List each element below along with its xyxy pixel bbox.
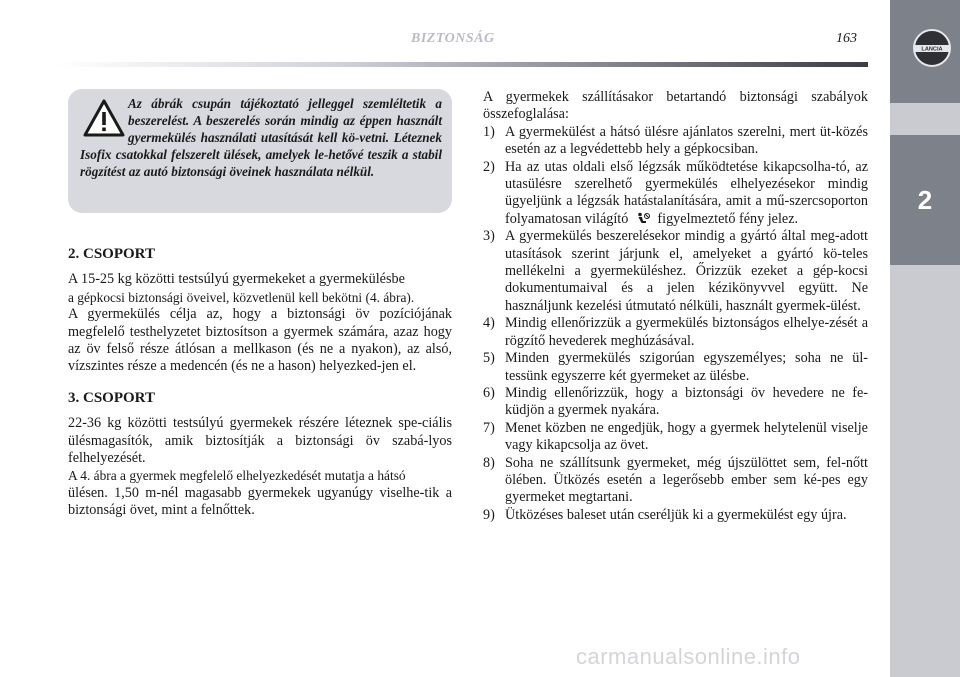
group2-paragraph-2: a gépkocsi biztonsági öveivel, közvetlenül kell bekötni (4. ábra). xyxy=(68,289,415,305)
list-item xyxy=(483,385,868,420)
group2-paragraph-1: A 15-25 kg közötti testsúlyú gyermekeket a gyermekülésbe xyxy=(68,271,405,288)
list-item xyxy=(483,420,868,455)
list-item xyxy=(483,507,868,524)
list-item-text: A gyermekülést a hátsó ülésre ajánlatos szerelni, mert üt-közés esetén az a legvédettebb hely a gépkocsiban. xyxy=(505,123,868,158)
list-item-text: Minden gyermekülés szigorúan egyszemélyes; soha ne ül-tessünk egyszerre két gyermeket az ülésbe. xyxy=(505,350,868,384)
header-rule xyxy=(56,62,868,67)
list-item-text-part-a: Ha az utas oldali első légzsák működtetése kikapcsolha-tó, az utasülésre szerelhető gyermekülés elhelyezésekor mindig ügyeljünk a légzsák hatástalanítására, amit a mű-szercsoporton folyamatosan világító xyxy=(505,158,868,227)
list-item-text: Mindig ellenőrizzük, hogy a biztonsági öv hevedere ne fe-küdjön a gyermek nyakára. xyxy=(505,384,868,419)
list-item-number: 5) xyxy=(483,350,495,367)
list-item-number: 7) xyxy=(483,419,495,436)
warning-text-block xyxy=(80,95,442,180)
warning-text: Az ábrák csupán tájékoztató jelleggel szemléltetik a beszerelést. A beszerelés során mindig az éppen használt gyermekülés használati utasítását kell kö-vetni. Léteznek Isofix csatokkal felszerelt ülések, amelyek le-hetővé teszik a stabil rögzítést az autó biztonsági öveinek használata nélkül. xyxy=(80,96,442,179)
list-item-number: 4) xyxy=(483,315,495,332)
group3-paragraph-1: 22-36 kg közötti testsúlyú gyermekek részére léteznek spe-ciális ülésmagasítók, amik biztosítják a biztonsági öv szabá-lyos felhelyezését. xyxy=(68,415,452,467)
group3-paragraph-3: ülésen. 1,50 m-nél magasabb gyermekek ugyanúgy viselhe-tik a biztonsági övet, mint a felnőttek. xyxy=(68,484,452,519)
left-column xyxy=(68,246,452,520)
list-item-text: Menet közben ne engedjük, hogy a gyermek helytelenül viselje vagy kikapcsolja az övet. xyxy=(505,419,868,454)
page-number: 163 xyxy=(836,31,857,46)
icon-spacer xyxy=(80,95,128,145)
list-item-number: 6) xyxy=(483,384,495,401)
right-column xyxy=(483,89,868,524)
list-item-text: A gyermekülés beszerelésekor mindig a gyártó által meg-adott utasítások szerint járjunk el, amelyeket a gyártó kö-teles mellékelni a gyermeküléshez. Őrizzük ezeket a gép-kocsi dokumentumaival és a jelen kézikönyvvel együtt. Ne használjunk kezelési útmutató nélküli, használt gyermek-ülést. xyxy=(505,228,868,314)
list-item-number: 1) xyxy=(483,123,495,140)
list-item-text xyxy=(505,159,868,229)
list-item xyxy=(483,315,868,350)
list-item xyxy=(483,455,868,507)
list-item-number: 9) xyxy=(483,506,495,523)
list-item-text: Mindig ellenőrizzük a gyermekülés biztonságos elhelye-zését a rögzítő hevederek meghúzásával. xyxy=(505,315,868,349)
page-header-title: BIZTONSÁG xyxy=(411,31,495,46)
list-item xyxy=(483,159,868,229)
group3-heading: 3. CSOPORT xyxy=(68,389,155,406)
watermark-text: carmanualsonline.info xyxy=(576,644,801,669)
svg-text:LANCIA: LANCIA xyxy=(921,46,943,53)
airbag-off-warning-icon xyxy=(636,212,650,225)
group2-paragraph-3: A gyermekülés célja az, hogy a biztonsági öv pozíciójának megfelelő testhelyzetet biztosítson a gyermek számára, azaz hogy az öv felső része átlósan a mellkason (és ne a nyakon), az alsó, vízszintes része a medencén (és ne a hason) helyezked-jen el. xyxy=(68,306,452,375)
lancia-logo-icon xyxy=(912,28,952,68)
list-item xyxy=(483,124,868,159)
list-item-number: 2) xyxy=(483,158,495,175)
chapter-sidebar xyxy=(890,0,960,677)
group3-paragraph-2: A 4. ábra a gyermek megfelelő elhelyezkedését mutatja a hátsó xyxy=(68,468,406,484)
group2-heading: 2. CSOPORT xyxy=(68,246,155,262)
chapter-number: 2 xyxy=(890,135,960,265)
list-item-text: Ütközéses baleset után cseréljük ki a gyermekülést egy újra. xyxy=(505,506,847,523)
list-item-number: 8) xyxy=(483,454,495,471)
sidebar-logo-area xyxy=(890,0,960,103)
list-item-number: 3) xyxy=(483,228,495,245)
list-item xyxy=(483,228,868,315)
list-item-text: Soha ne szállítsunk gyermeket, még újszülöttet sem, fel-nőtt ölében. Ütközés esetén a legerősebb ember sem ké-pes egy gyermeket megtartani. xyxy=(505,454,868,506)
list-item-text-part-b: figyelmeztető fény jelez. xyxy=(657,210,799,227)
list-item xyxy=(483,350,868,385)
rules-intro: A gyermekek szállításakor betartandó biztonsági szabályok összefoglalása: xyxy=(483,89,868,123)
